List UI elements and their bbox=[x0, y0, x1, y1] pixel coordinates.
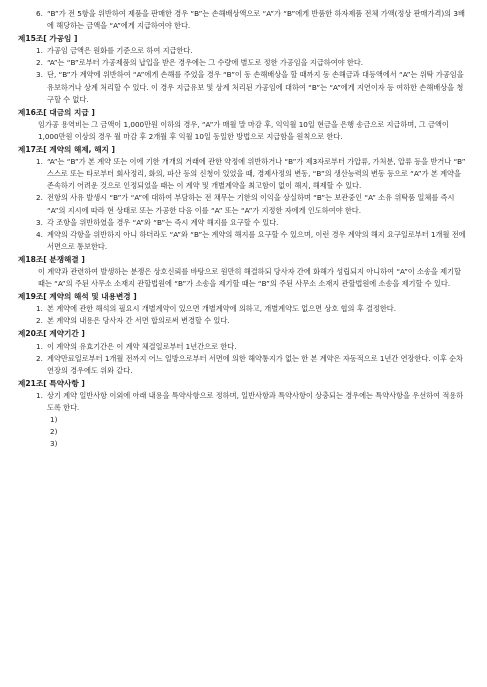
article-item bbox=[36, 217, 469, 229]
article-title: 제21조[ 특약사항 ] bbox=[18, 378, 85, 388]
article-title: 제15조[ 가공임 ] bbox=[18, 34, 78, 44]
article-title: 제19조[ 계약의 해석 및 내용변경 ] bbox=[18, 292, 137, 302]
special-term-blank: 2) bbox=[50, 427, 58, 437]
article-item bbox=[36, 229, 469, 253]
item-number: 1. bbox=[36, 46, 43, 56]
article-17 bbox=[18, 144, 469, 253]
item-text: 상기 계약 일반사항 이외에 아래 내용을 특약사항으로 정하며, 일반사항과 특약사항이 상충되는 경우에는 특약사항을 우선하여 적용하도록 한다. bbox=[47, 390, 464, 412]
item-number: 1. bbox=[36, 157, 43, 167]
article-18 bbox=[18, 254, 469, 290]
article-15 bbox=[18, 33, 469, 106]
article-item bbox=[36, 156, 469, 192]
article-item bbox=[36, 57, 469, 69]
item-text: “B”가 전 5항을 위반하여 제품을 판매한 경우 “B”는 손해배상액으로 “A”가 “B”에게 반품한 하자제품 전체 가액(정상 판매가격)의 3배에 해당하는 금액을 “A”에게 지급하여야 한다. bbox=[47, 9, 465, 31]
special-term-blank: 1) bbox=[50, 415, 58, 425]
item-number: 6. bbox=[36, 9, 43, 18]
article-item bbox=[36, 315, 469, 327]
article-20 bbox=[18, 328, 469, 376]
item-text: “A”는 “B”가 본 계약 또는 이에 기한 개개의 거래에 관한 약정에 위반하거나 “B”가 제3자로부터 가압류, 가처분, 압류 등을 받거나 “B” 스스로 또는 타로부터 회사정리, 화의, 파산 등의 신청이 있었을 때, 경제사정의 변동, “B”의 생산능력의 변동 등으로 “A”가 본 계약을 존속하기 어려운 것으로 인정되었을 때는 이 계약 및 개별계약을 최고함이 없이 해지, 해제할 수 있다. bbox=[47, 157, 466, 191]
item-text: 단, “B”가 계약에 위반하여 “A”에게 손해를 주었을 경우 “B”이 동 손해배상을 할 때까지 동 손해금과 대등액에서 “A”는 위탁 가공임을 유보하거나 상계 처리할 수 있다. 이 경우 지급유보 및 상계 처리된 가공임에 대하여 “B”는 “A”에게 지연이자 등 여하한 손해배상을 청구할 수 없다. bbox=[47, 70, 464, 104]
item-text: 계약의 각항을 위반하지 아니 하더라도 “A”와 “B”는 계약의 해지를 요구할 수 있으며, 이런 경우 계약의 해지 요구일로부터 1개월 전에 서면으로 통보한다. bbox=[47, 229, 466, 251]
article-item bbox=[36, 69, 469, 105]
item-number: 1. bbox=[36, 304, 43, 314]
item-number: 2. bbox=[36, 193, 43, 203]
article-19 bbox=[18, 291, 469, 327]
article-paragraph: 이 계약과 관련하여 발생하는 분쟁은 상호신뢰를 바탕으로 원만히 해결하되 당사자 간에 화해가 성립되지 아니하여 “A”이 소송을 제기할 때는 “A”의 주된 사무소 소재지 관할법원에 “B”가 소송을 제기할 때는 “B”의 주된 사무소 소재지 관할법원에 소송을 제기할 수 있다. bbox=[38, 266, 461, 289]
article-16 bbox=[18, 107, 469, 143]
article-item bbox=[36, 390, 469, 414]
item-number: 2. bbox=[36, 58, 43, 68]
item-number: 2. bbox=[36, 316, 43, 326]
article-title: 제18조[ 분쟁해결 ] bbox=[18, 254, 85, 264]
article-title: 제17조[ 계약의 해제, 해지 ] bbox=[18, 145, 115, 155]
special-term-blank: 3) bbox=[50, 439, 58, 449]
article-item bbox=[36, 45, 469, 57]
item-number: 1. bbox=[36, 390, 43, 400]
article-paragraph: 임가공 용역비는 그 금액이 1,000만원 이하의 경우, “A”가 매월 말 마감 후, 익익월 10일 현금을 은행 송금으로 지급하며, 그 금액이 1,000만원 이상의 경우 월 마감 후 2개월 후 익월 10일 동일한 방법으로 지급함을 원칙으로 한다. bbox=[38, 119, 449, 141]
item-number: 4. bbox=[36, 229, 43, 239]
article-title: 제20조[ 계약기간 ] bbox=[18, 329, 85, 339]
article-item bbox=[36, 353, 469, 377]
item-text: 계약만료일로부터 1개월 전까지 어느 일방으로부터 서면에 의한 해약통지가 없는 한 본 계약은 자동적으로 1년간 연장한다. 이후 순차연장의 경우에도 위와 같다. bbox=[47, 353, 463, 375]
article-item bbox=[36, 192, 469, 216]
item-text: 이 계약의 유효기간은 이 계약 체결일로부터 1년간으로 한다. bbox=[47, 341, 237, 351]
item-text: 전항의 사유 발생시 “B”가 “A”에 대하여 부담하는 전 채무는 기한의 이익을 상실하며 “B”는 보관중인 “A” 소유 위탁품 일체를 즉시 “A”의 지시에 따라 현 상태로 또는 가공한 다음 이를 “A” 또는 “A”가 지정한 자에게 인도하여야 한다. bbox=[47, 193, 455, 215]
item-text: 가공임 금액은 원화를 기준으로 하여 지급한다. bbox=[47, 46, 193, 56]
item-number: 2. bbox=[36, 353, 43, 363]
item-text: 각 조항을 위반하였을 경우 “A”와 “B”는 즉시 계약 해지를 요구할 수 있다. bbox=[47, 217, 279, 227]
article-21 bbox=[18, 378, 469, 451]
item-number: 3. bbox=[36, 217, 43, 227]
article-item bbox=[36, 341, 469, 353]
item-number: 1. bbox=[36, 341, 43, 351]
item-text: 본 계약의 내용은 당사자 간 서면 합의로써 변경할 수 있다. bbox=[47, 316, 230, 326]
article-item bbox=[36, 303, 469, 315]
item-text: “A”는 “B”로부터 가공제품의 납입을 받은 경우에는 그 수량에 별도로 정한 가공임을 지급하여야 한다. bbox=[47, 58, 364, 68]
item-number: 3. bbox=[36, 70, 43, 80]
article-14-item-6 bbox=[36, 8, 469, 32]
article-title: 제16조[ 대금의 지급 ] bbox=[18, 107, 95, 117]
item-text: 본 계약에 관한 해석의 필요시 개별계약이 있으면 개별계약에 의하고, 개별계약도 없으면 상호 협의 후 결정한다. bbox=[47, 304, 397, 314]
